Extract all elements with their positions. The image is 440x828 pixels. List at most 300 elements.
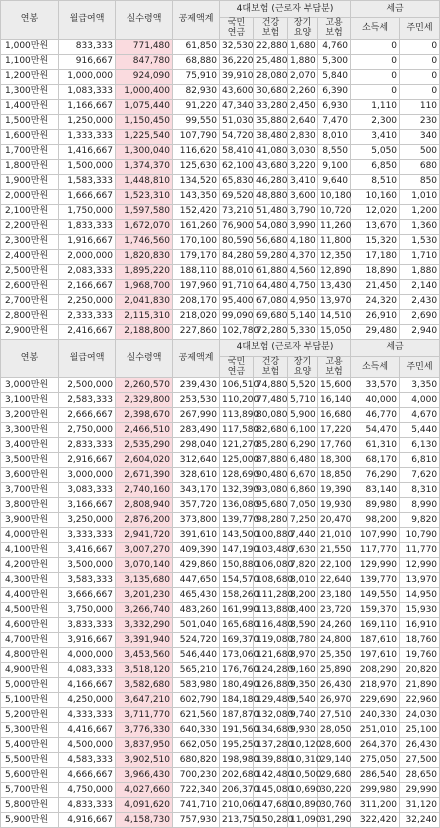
cell-resident-tax: 8,990 bbox=[400, 498, 440, 513]
cell-salary: 5,000만원 bbox=[1, 678, 59, 693]
cell-net: 4,027,660 bbox=[116, 783, 173, 798]
cell-health: 54,080 bbox=[254, 219, 288, 234]
cell-income-tax: 12,020 bbox=[351, 204, 400, 219]
cell-income-tax: 29,480 bbox=[351, 324, 400, 339]
cell-net: 1,225,540 bbox=[116, 129, 173, 144]
cell-pension: 169,370 bbox=[220, 633, 254, 648]
table-row bbox=[1, 588, 440, 603]
cell-health: 108,680 bbox=[254, 573, 288, 588]
cell-salary: 3,700만원 bbox=[1, 483, 59, 498]
table-row bbox=[1, 693, 440, 708]
cell-net: 3,266,740 bbox=[116, 603, 173, 618]
cell-resident-tax: 25,100 bbox=[400, 723, 440, 738]
cell-health: 67,080 bbox=[254, 294, 288, 309]
cell-net: 3,776,330 bbox=[116, 723, 173, 738]
header-resident-tax: 주민세 bbox=[400, 18, 440, 40]
cell-income-tax: 15,320 bbox=[351, 234, 400, 249]
cell-employment: 21,010 bbox=[318, 528, 351, 543]
cell-salary: 3,100만원 bbox=[1, 393, 59, 408]
cell-net: 3,966,430 bbox=[116, 768, 173, 783]
cell-income-tax: 1,110 bbox=[351, 99, 400, 114]
header-pension: 국민 연금 bbox=[220, 356, 254, 378]
table-row bbox=[1, 39, 440, 54]
cell-health: 103,480 bbox=[254, 543, 288, 558]
table-row bbox=[1, 423, 440, 438]
table-row bbox=[1, 678, 440, 693]
cell-pension: 191,560 bbox=[220, 723, 254, 738]
cell-resident-tax: 29,990 bbox=[400, 783, 440, 798]
cell-employment: 27,510 bbox=[318, 708, 351, 723]
cell-resident-tax: 28,650 bbox=[400, 768, 440, 783]
table-row bbox=[1, 813, 440, 828]
cell-pension: 113,890 bbox=[220, 408, 254, 423]
cell-resident-tax: 10,790 bbox=[400, 528, 440, 543]
cell-income-tax: 218,970 bbox=[351, 678, 400, 693]
cell-income-tax: 13,670 bbox=[351, 219, 400, 234]
cell-resident-tax: 22,960 bbox=[400, 693, 440, 708]
cell-income-tax: 169,110 bbox=[351, 618, 400, 633]
cell-monthly: 2,250,000 bbox=[59, 294, 116, 309]
cell-net: 3,391,940 bbox=[116, 633, 173, 648]
cell-deduction: 99,550 bbox=[173, 114, 220, 129]
cell-net: 2,398,670 bbox=[116, 408, 173, 423]
cell-deduction: 546,440 bbox=[173, 648, 220, 663]
cell-income-tax: 8,510 bbox=[351, 174, 400, 189]
cell-pension: 165,680 bbox=[220, 618, 254, 633]
table-row bbox=[1, 633, 440, 648]
cell-monthly: 1,666,667 bbox=[59, 189, 116, 204]
cell-monthly: 3,500,000 bbox=[59, 558, 116, 573]
cell-pension: 210,060 bbox=[220, 798, 254, 813]
cell-deduction: 61,850 bbox=[173, 39, 220, 54]
cell-employment: 23,720 bbox=[318, 603, 351, 618]
cell-monthly: 3,750,000 bbox=[59, 603, 116, 618]
table-row bbox=[1, 648, 440, 663]
cell-net: 1,672,070 bbox=[116, 219, 173, 234]
section2-header bbox=[1, 339, 440, 378]
cell-resident-tax: 16,910 bbox=[400, 618, 440, 633]
cell-net: 1,820,830 bbox=[116, 249, 173, 264]
cell-net: 1,075,440 bbox=[116, 99, 173, 114]
table-row bbox=[1, 144, 440, 159]
cell-income-tax: 18,890 bbox=[351, 264, 400, 279]
header-health: 건강 보험 bbox=[254, 356, 288, 378]
cell-health: 77,480 bbox=[254, 393, 288, 408]
cell-monthly: 2,333,333 bbox=[59, 309, 116, 324]
cell-ltc: 10,120 bbox=[288, 738, 318, 753]
cell-ltc: 3,790 bbox=[288, 204, 318, 219]
cell-pension: 76,900 bbox=[220, 219, 254, 234]
cell-income-tax: 0 bbox=[351, 54, 400, 69]
cell-deduction: 227,860 bbox=[173, 324, 220, 339]
cell-health: 28,080 bbox=[254, 69, 288, 84]
cell-net: 3,007,270 bbox=[116, 543, 173, 558]
cell-salary: 2,700만원 bbox=[1, 294, 59, 309]
cell-monthly: 4,583,333 bbox=[59, 753, 116, 768]
cell-resident-tax: 15,930 bbox=[400, 603, 440, 618]
cell-ltc: 6,860 bbox=[288, 483, 318, 498]
cell-deduction: 565,210 bbox=[173, 663, 220, 678]
cell-employment: 19,930 bbox=[318, 498, 351, 513]
header-deduction: 공제액계 bbox=[173, 339, 220, 378]
cell-resident-tax: 13,970 bbox=[400, 573, 440, 588]
cell-employment: 24,800 bbox=[318, 633, 351, 648]
cell-salary: 2,300만원 bbox=[1, 234, 59, 249]
cell-monthly: 2,083,333 bbox=[59, 264, 116, 279]
cell-health: 74,880 bbox=[254, 378, 288, 393]
cell-ltc: 7,820 bbox=[288, 558, 318, 573]
cell-income-tax: 299,980 bbox=[351, 783, 400, 798]
cell-employment: 6,930 bbox=[318, 99, 351, 114]
table-row bbox=[1, 249, 440, 264]
cell-pension: 117,580 bbox=[220, 423, 254, 438]
cell-employment: 25,350 bbox=[318, 648, 351, 663]
cell-net: 3,332,290 bbox=[116, 618, 173, 633]
cell-deduction: 447,650 bbox=[173, 573, 220, 588]
cell-employment: 12,890 bbox=[318, 264, 351, 279]
cell-employment: 5,300 bbox=[318, 54, 351, 69]
cell-health: 51,480 bbox=[254, 204, 288, 219]
header-deduction: 공제액계 bbox=[173, 1, 220, 40]
cell-health: 64,480 bbox=[254, 279, 288, 294]
table-row bbox=[1, 438, 440, 453]
cell-pension: 88,010 bbox=[220, 264, 254, 279]
cell-income-tax: 10,160 bbox=[351, 189, 400, 204]
cell-net: 1,968,700 bbox=[116, 279, 173, 294]
cell-ltc: 7,050 bbox=[288, 498, 318, 513]
cell-net: 3,070,140 bbox=[116, 558, 173, 573]
cell-pension: 161,990 bbox=[220, 603, 254, 618]
cell-monthly: 2,583,333 bbox=[59, 393, 116, 408]
cell-employment: 17,220 bbox=[318, 423, 351, 438]
cell-income-tax: 187,610 bbox=[351, 633, 400, 648]
cell-pension: 110,200 bbox=[220, 393, 254, 408]
cell-resident-tax: 0 bbox=[400, 69, 440, 84]
cell-health: 35,880 bbox=[254, 114, 288, 129]
cell-income-tax: 159,370 bbox=[351, 603, 400, 618]
cell-net: 847,780 bbox=[116, 54, 173, 69]
cell-ltc: 6,670 bbox=[288, 468, 318, 483]
cell-ltc: 11,090 bbox=[288, 813, 318, 828]
cell-health: 93,080 bbox=[254, 483, 288, 498]
cell-employment: 14,510 bbox=[318, 309, 351, 324]
cell-employment: 15,050 bbox=[318, 324, 351, 339]
cell-pension: 213,750 bbox=[220, 813, 254, 828]
cell-employment: 11,260 bbox=[318, 219, 351, 234]
cell-pension: 195,250 bbox=[220, 738, 254, 753]
cell-net: 1,895,220 bbox=[116, 264, 173, 279]
cell-ltc: 9,540 bbox=[288, 693, 318, 708]
cell-monthly: 1,166,667 bbox=[59, 99, 116, 114]
cell-deduction: 501,040 bbox=[173, 618, 220, 633]
table-row bbox=[1, 324, 440, 339]
table-row bbox=[1, 708, 440, 723]
cell-pension: 91,710 bbox=[220, 279, 254, 294]
cell-income-tax: 6,850 bbox=[351, 159, 400, 174]
cell-salary: 5,300만원 bbox=[1, 723, 59, 738]
cell-salary: 3,000만원 bbox=[1, 378, 59, 393]
cell-income-tax: 251,010 bbox=[351, 723, 400, 738]
cell-deduction: 253,530 bbox=[173, 393, 220, 408]
cell-salary: 4,400만원 bbox=[1, 588, 59, 603]
cell-monthly: 2,500,000 bbox=[59, 378, 116, 393]
cell-health: 95,680 bbox=[254, 498, 288, 513]
cell-salary: 2,200만원 bbox=[1, 219, 59, 234]
cell-pension: 154,570 bbox=[220, 573, 254, 588]
cell-monthly: 2,750,000 bbox=[59, 423, 116, 438]
cell-net: 3,582,680 bbox=[116, 678, 173, 693]
cell-employment: 7,470 bbox=[318, 114, 351, 129]
cell-income-tax: 83,140 bbox=[351, 483, 400, 498]
table-row bbox=[1, 378, 440, 393]
cell-income-tax: 61,310 bbox=[351, 438, 400, 453]
cell-health: 147,680 bbox=[254, 798, 288, 813]
cell-deduction: 179,170 bbox=[173, 249, 220, 264]
cell-health: 121,680 bbox=[254, 648, 288, 663]
cell-pension: 36,220 bbox=[220, 54, 254, 69]
cell-income-tax: 26,910 bbox=[351, 309, 400, 324]
cell-salary: 5,900만원 bbox=[1, 813, 59, 828]
cell-salary: 5,600만원 bbox=[1, 768, 59, 783]
section1-body bbox=[1, 39, 440, 339]
cell-income-tax: 17,180 bbox=[351, 249, 400, 264]
cell-employment: 4,760 bbox=[318, 39, 351, 54]
header-employment: 고용 보험 bbox=[318, 18, 351, 40]
cell-ltc: 8,200 bbox=[288, 588, 318, 603]
cell-income-tax: 275,050 bbox=[351, 753, 400, 768]
header-insurance-group: 4대보험 (근로자 부담분) bbox=[220, 339, 351, 356]
cell-salary: 2,500만원 bbox=[1, 264, 59, 279]
cell-net: 771,480 bbox=[116, 39, 173, 54]
cell-pension: 180,490 bbox=[220, 678, 254, 693]
table-row bbox=[1, 468, 440, 483]
cell-employment: 26,430 bbox=[318, 678, 351, 693]
cell-salary: 4,700만원 bbox=[1, 633, 59, 648]
cell-employment: 18,850 bbox=[318, 468, 351, 483]
cell-deduction: 188,110 bbox=[173, 264, 220, 279]
cell-net: 3,837,950 bbox=[116, 738, 173, 753]
cell-income-tax: 107,990 bbox=[351, 528, 400, 543]
cell-ltc: 2,640 bbox=[288, 114, 318, 129]
cell-net: 2,466,510 bbox=[116, 423, 173, 438]
cell-employment: 25,890 bbox=[318, 663, 351, 678]
cell-pension: 54,720 bbox=[220, 129, 254, 144]
cell-resident-tax: 2,140 bbox=[400, 279, 440, 294]
cell-monthly: 3,916,667 bbox=[59, 633, 116, 648]
header-pension: 국민 연금 bbox=[220, 18, 254, 40]
cell-ltc: 3,990 bbox=[288, 219, 318, 234]
cell-employment: 13,430 bbox=[318, 279, 351, 294]
cell-income-tax: 322,420 bbox=[351, 813, 400, 828]
header-resident-tax: 주민세 bbox=[400, 356, 440, 378]
cell-net: 4,158,730 bbox=[116, 813, 173, 828]
cell-pension: 176,760 bbox=[220, 663, 254, 678]
cell-monthly: 4,166,667 bbox=[59, 678, 116, 693]
cell-pension: 206,370 bbox=[220, 783, 254, 798]
cell-monthly: 1,583,333 bbox=[59, 174, 116, 189]
cell-ltc: 10,890 bbox=[288, 798, 318, 813]
cell-employment: 30,760 bbox=[318, 798, 351, 813]
cell-salary: 2,400만원 bbox=[1, 249, 59, 264]
cell-income-tax: 89,980 bbox=[351, 498, 400, 513]
cell-ltc: 2,260 bbox=[288, 84, 318, 99]
cell-health: 46,280 bbox=[254, 174, 288, 189]
cell-health: 22,880 bbox=[254, 39, 288, 54]
cell-salary: 4,000만원 bbox=[1, 528, 59, 543]
cell-employment: 9,640 bbox=[318, 174, 351, 189]
cell-deduction: 267,990 bbox=[173, 408, 220, 423]
table-row bbox=[1, 264, 440, 279]
header-tax-group: 세금 bbox=[351, 1, 440, 18]
table-row bbox=[1, 723, 440, 738]
cell-resident-tax: 18,760 bbox=[400, 633, 440, 648]
cell-employment: 6,390 bbox=[318, 84, 351, 99]
cell-pension: 47,340 bbox=[220, 99, 254, 114]
cell-resident-tax: 1,710 bbox=[400, 249, 440, 264]
header-insurance-group: 4대보험 (근로자 부담분) bbox=[220, 1, 351, 18]
table-row bbox=[1, 453, 440, 468]
cell-health: 113,880 bbox=[254, 603, 288, 618]
cell-resident-tax: 1,200 bbox=[400, 204, 440, 219]
cell-deduction: 82,930 bbox=[173, 84, 220, 99]
cell-ltc: 2,830 bbox=[288, 129, 318, 144]
cell-monthly: 3,666,667 bbox=[59, 588, 116, 603]
table-row bbox=[1, 408, 440, 423]
cell-deduction: 640,330 bbox=[173, 723, 220, 738]
cell-income-tax: 208,290 bbox=[351, 663, 400, 678]
cell-net: 2,188,800 bbox=[116, 324, 173, 339]
cell-income-tax: 264,370 bbox=[351, 738, 400, 753]
cell-income-tax: 240,330 bbox=[351, 708, 400, 723]
cell-salary: 3,800만원 bbox=[1, 498, 59, 513]
cell-resident-tax: 4,000 bbox=[400, 393, 440, 408]
cell-pension: 132,390 bbox=[220, 483, 254, 498]
cell-pension: 84,280 bbox=[220, 249, 254, 264]
cell-resident-tax: 9,820 bbox=[400, 513, 440, 528]
cell-resident-tax: 24,030 bbox=[400, 708, 440, 723]
cell-salary: 2,600만원 bbox=[1, 279, 59, 294]
cell-monthly: 1,833,333 bbox=[59, 219, 116, 234]
table-row bbox=[1, 498, 440, 513]
cell-resident-tax: 4,670 bbox=[400, 408, 440, 423]
table-row bbox=[1, 294, 440, 309]
cell-health: 100,880 bbox=[254, 528, 288, 543]
cell-pension: 51,030 bbox=[220, 114, 254, 129]
cell-employment: 16,140 bbox=[318, 393, 351, 408]
cell-monthly: 4,916,667 bbox=[59, 813, 116, 828]
cell-monthly: 4,000,000 bbox=[59, 648, 116, 663]
cell-deduction: 722,340 bbox=[173, 783, 220, 798]
cell-monthly: 2,000,000 bbox=[59, 249, 116, 264]
header-income-tax: 소득세 bbox=[351, 18, 400, 40]
cell-ltc: 4,560 bbox=[288, 264, 318, 279]
cell-monthly: 833,333 bbox=[59, 39, 116, 54]
cell-net: 924,090 bbox=[116, 69, 173, 84]
cell-employment: 18,300 bbox=[318, 453, 351, 468]
cell-ltc: 4,370 bbox=[288, 249, 318, 264]
cell-pension: 173,060 bbox=[220, 648, 254, 663]
cell-ltc: 8,970 bbox=[288, 648, 318, 663]
header-salary: 연봉 bbox=[1, 1, 59, 40]
header-monthly: 월급여액 bbox=[59, 339, 116, 378]
cell-deduction: 152,420 bbox=[173, 204, 220, 219]
cell-deduction: 107,790 bbox=[173, 129, 220, 144]
cell-monthly: 1,250,000 bbox=[59, 114, 116, 129]
cell-deduction: 298,040 bbox=[173, 438, 220, 453]
cell-deduction: 524,720 bbox=[173, 633, 220, 648]
cell-salary: 5,200만원 bbox=[1, 708, 59, 723]
cell-deduction: 602,790 bbox=[173, 693, 220, 708]
table-row bbox=[1, 234, 440, 249]
cell-resident-tax: 21,890 bbox=[400, 678, 440, 693]
table-row bbox=[1, 159, 440, 174]
cell-employment: 13,970 bbox=[318, 294, 351, 309]
cell-monthly: 1,416,667 bbox=[59, 144, 116, 159]
cell-employment: 21,550 bbox=[318, 543, 351, 558]
header-employment: 고용 보험 bbox=[318, 356, 351, 378]
cell-resident-tax: 0 bbox=[400, 54, 440, 69]
cell-resident-tax: 8,310 bbox=[400, 483, 440, 498]
cell-deduction: 328,610 bbox=[173, 468, 220, 483]
cell-deduction: 125,630 bbox=[173, 159, 220, 174]
header-salary: 연봉 bbox=[1, 339, 59, 378]
cell-income-tax: 0 bbox=[351, 39, 400, 54]
cell-monthly: 1,333,333 bbox=[59, 129, 116, 144]
cell-salary: 4,300만원 bbox=[1, 573, 59, 588]
section1-header bbox=[1, 1, 440, 40]
cell-deduction: 680,820 bbox=[173, 753, 220, 768]
table-row bbox=[1, 204, 440, 219]
cell-monthly: 1,000,000 bbox=[59, 69, 116, 84]
cell-deduction: 75,910 bbox=[173, 69, 220, 84]
cell-ltc: 3,030 bbox=[288, 144, 318, 159]
cell-health: 56,680 bbox=[254, 234, 288, 249]
cell-ltc: 5,710 bbox=[288, 393, 318, 408]
cell-health: 126,880 bbox=[254, 678, 288, 693]
cell-income-tax: 0 bbox=[351, 69, 400, 84]
cell-income-tax: 21,450 bbox=[351, 279, 400, 294]
cell-employment: 19,390 bbox=[318, 483, 351, 498]
cell-pension: 139,770 bbox=[220, 513, 254, 528]
cell-monthly: 4,333,333 bbox=[59, 708, 116, 723]
cell-pension: 202,680 bbox=[220, 768, 254, 783]
cell-net: 2,535,290 bbox=[116, 438, 173, 453]
cell-resident-tax: 32,240 bbox=[400, 813, 440, 828]
cell-net: 1,597,580 bbox=[116, 204, 173, 219]
table-row bbox=[1, 603, 440, 618]
cell-employment: 12,350 bbox=[318, 249, 351, 264]
cell-net: 2,329,800 bbox=[116, 393, 173, 408]
cell-health: 90,480 bbox=[254, 468, 288, 483]
header-tax-group: 세금 bbox=[351, 339, 440, 356]
table-row bbox=[1, 114, 440, 129]
cell-health: 48,880 bbox=[254, 189, 288, 204]
cell-monthly: 4,416,667 bbox=[59, 723, 116, 738]
cell-ltc: 4,750 bbox=[288, 279, 318, 294]
cell-deduction: 197,960 bbox=[173, 279, 220, 294]
cell-income-tax: 68,170 bbox=[351, 453, 400, 468]
header-monthly: 월급여액 bbox=[59, 1, 116, 40]
cell-monthly: 2,166,667 bbox=[59, 279, 116, 294]
cell-deduction: 583,980 bbox=[173, 678, 220, 693]
cell-ltc: 5,520 bbox=[288, 378, 318, 393]
cell-ltc: 9,350 bbox=[288, 678, 318, 693]
cell-health: 59,280 bbox=[254, 249, 288, 264]
cell-resident-tax: 20,820 bbox=[400, 663, 440, 678]
cell-income-tax: 46,770 bbox=[351, 408, 400, 423]
cell-salary: 4,200만원 bbox=[1, 558, 59, 573]
cell-monthly: 3,416,667 bbox=[59, 543, 116, 558]
